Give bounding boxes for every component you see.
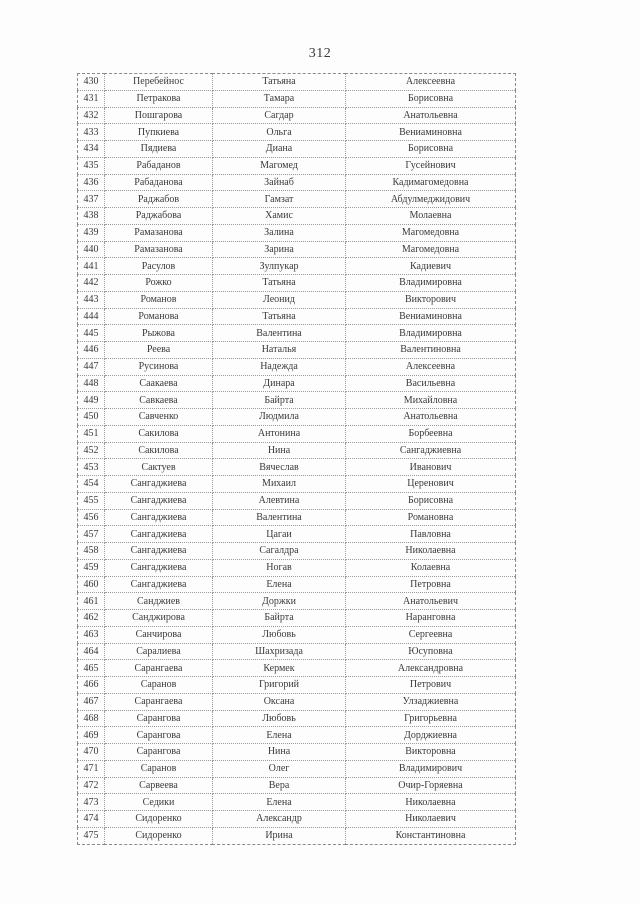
table-row (78, 74, 516, 91)
row-number-cell: 441 (78, 258, 105, 275)
patronymic-cell: Иванович (346, 459, 516, 476)
table-row (78, 492, 516, 509)
first-name-cell: Татьяна (213, 275, 346, 292)
patronymic-cell: Магомедовна (346, 224, 516, 241)
first-name-cell: Зарина (213, 241, 346, 258)
patronymic-cell: Сангаджиевна (346, 442, 516, 459)
row-number-cell: 456 (78, 509, 105, 526)
first-name-cell: Цагаи (213, 526, 346, 543)
first-name-cell: Диана (213, 141, 346, 158)
surname-cell: Сидоренко (105, 811, 213, 828)
first-name-cell: Вера (213, 777, 346, 794)
surname-cell: Сарангова (105, 744, 213, 761)
surname-cell: Расулов (105, 258, 213, 275)
table-row (78, 576, 516, 593)
patronymic-cell: Николаевич (346, 811, 516, 828)
first-name-cell: Вячеслав (213, 459, 346, 476)
first-name-cell: Татьяна (213, 74, 346, 91)
patronymic-cell: Александровна (346, 660, 516, 677)
surname-cell: Раджабова (105, 208, 213, 225)
table-row (78, 543, 516, 560)
first-name-cell: Байрта (213, 610, 346, 627)
first-name-cell: Любовь (213, 626, 346, 643)
first-name-cell: Магомед (213, 157, 346, 174)
table-row (78, 744, 516, 761)
row-number-cell: 451 (78, 425, 105, 442)
row-number-cell: 432 (78, 107, 105, 124)
surname-cell: Рабаданов (105, 157, 213, 174)
surname-cell: Сарангаева (105, 660, 213, 677)
first-name-cell: Ирина (213, 827, 346, 844)
patronymic-cell: Владимирович (346, 760, 516, 777)
surname-cell: Сарангова (105, 710, 213, 727)
table-row (78, 241, 516, 258)
first-name-cell: Байрта (213, 392, 346, 409)
table-row (78, 107, 516, 124)
first-name-cell: Доржки (213, 593, 346, 610)
patronymic-cell: Молаевна (346, 208, 516, 225)
table-row (78, 174, 516, 191)
surname-cell: Пядиева (105, 141, 213, 158)
table-row (78, 827, 516, 844)
table-row (78, 90, 516, 107)
first-name-cell: Зулпукар (213, 258, 346, 275)
patronymic-cell: Алексеевна (346, 358, 516, 375)
row-number-cell: 440 (78, 241, 105, 258)
first-name-cell: Александр (213, 811, 346, 828)
surname-cell: Рабаданова (105, 174, 213, 191)
table-row (78, 660, 516, 677)
surname-cell: Сангаджиева (105, 526, 213, 543)
row-number-cell: 436 (78, 174, 105, 191)
row-number-cell: 463 (78, 626, 105, 643)
row-number-cell: 464 (78, 643, 105, 660)
table-row (78, 275, 516, 292)
table-row (78, 777, 516, 794)
first-name-cell: Динара (213, 375, 346, 392)
patronymic-cell: Михайловна (346, 392, 516, 409)
table-row (78, 526, 516, 543)
table-row (78, 811, 516, 828)
table-row (78, 141, 516, 158)
first-name-cell: Зайнаб (213, 174, 346, 191)
surname-cell: Санджирова (105, 610, 213, 627)
table-row (78, 593, 516, 610)
surname-cell: Сарангаева (105, 693, 213, 710)
row-number-cell: 457 (78, 526, 105, 543)
row-number-cell: 468 (78, 710, 105, 727)
row-number-cell: 459 (78, 559, 105, 576)
first-name-cell: Сагдар (213, 107, 346, 124)
table-row (78, 643, 516, 660)
patronymic-cell: Николаевна (346, 794, 516, 811)
patronymic-cell: Абдулмеджидович (346, 191, 516, 208)
patronymic-cell: Вениаминовна (346, 124, 516, 141)
table-row (78, 710, 516, 727)
surname-cell: Сакилова (105, 425, 213, 442)
surname-cell: Санджиев (105, 593, 213, 610)
row-number-cell: 435 (78, 157, 105, 174)
surname-cell: Сангаджиева (105, 559, 213, 576)
table-row (78, 677, 516, 694)
surname-cell: Саранов (105, 760, 213, 777)
patronymic-cell: Анатольевна (346, 107, 516, 124)
row-number-cell: 470 (78, 744, 105, 761)
row-number-cell: 467 (78, 693, 105, 710)
patronymic-cell: Павловна (346, 526, 516, 543)
patronymic-cell: Петрович (346, 677, 516, 694)
first-name-cell: Елена (213, 794, 346, 811)
table-row (78, 509, 516, 526)
patronymic-cell: Владимировна (346, 325, 516, 342)
table-row (78, 124, 516, 141)
row-number-cell: 448 (78, 375, 105, 392)
patronymic-cell: Кадиевич (346, 258, 516, 275)
patronymic-cell: Владимировна (346, 275, 516, 292)
row-number-cell: 447 (78, 358, 105, 375)
patronymic-cell: Петровна (346, 576, 516, 593)
patronymic-cell: Улзаджиевна (346, 693, 516, 710)
surname-cell: Пупкиева (105, 124, 213, 141)
surname-cell: Сангаджиева (105, 509, 213, 526)
patronymic-cell: Викторович (346, 291, 516, 308)
first-name-cell: Валентина (213, 325, 346, 342)
surname-cell: Сарвеева (105, 777, 213, 794)
patronymic-cell: Кадимагомедовна (346, 174, 516, 191)
surname-cell: Сангаджиева (105, 576, 213, 593)
row-number-cell: 431 (78, 90, 105, 107)
table-row (78, 559, 516, 576)
surname-cell: Петракова (105, 90, 213, 107)
surname-cell: Сактуев (105, 459, 213, 476)
row-number-cell: 466 (78, 677, 105, 694)
first-name-cell: Кермек (213, 660, 346, 677)
first-name-cell: Нина (213, 442, 346, 459)
patronymic-cell: Сергеевна (346, 626, 516, 643)
patronymic-cell: Колаевна (346, 559, 516, 576)
row-number-cell: 453 (78, 459, 105, 476)
patronymic-cell: Анатольевич (346, 593, 516, 610)
table-row (78, 476, 516, 493)
surname-cell: Романова (105, 308, 213, 325)
first-name-cell: Михаил (213, 476, 346, 493)
first-name-cell: Ольга (213, 124, 346, 141)
row-number-cell: 430 (78, 74, 105, 91)
table-row (78, 358, 516, 375)
first-name-cell: Шахризада (213, 643, 346, 660)
patronymic-cell: Борисовна (346, 141, 516, 158)
surname-cell: Сидоренко (105, 827, 213, 844)
table-row (78, 308, 516, 325)
first-name-cell: Григорий (213, 677, 346, 694)
row-number-cell: 455 (78, 492, 105, 509)
table-row (78, 760, 516, 777)
row-number-cell: 471 (78, 760, 105, 777)
patronymic-cell: Викторовна (346, 744, 516, 761)
table-row (78, 342, 516, 359)
first-name-cell: Елена (213, 727, 346, 744)
first-name-cell: Тамара (213, 90, 346, 107)
surname-cell: Сарангова (105, 727, 213, 744)
surname-cell: Савкаева (105, 392, 213, 409)
patronymic-cell: Гусейнович (346, 157, 516, 174)
patronymic-cell: Николаевна (346, 543, 516, 560)
surname-cell: Савченко (105, 409, 213, 426)
row-number-cell: 452 (78, 442, 105, 459)
names-table-body (78, 74, 516, 845)
patronymic-cell: Борисовна (346, 492, 516, 509)
row-number-cell: 469 (78, 727, 105, 744)
row-number-cell: 438 (78, 208, 105, 225)
first-name-cell: Наталья (213, 342, 346, 359)
first-name-cell: Леонид (213, 291, 346, 308)
table-row (78, 208, 516, 225)
first-name-cell: Ногав (213, 559, 346, 576)
surname-cell: Рыжова (105, 325, 213, 342)
table-row (78, 425, 516, 442)
patronymic-cell: Анатольевна (346, 409, 516, 426)
surname-cell: Рамазанова (105, 224, 213, 241)
row-number-cell: 474 (78, 811, 105, 828)
table-row (78, 157, 516, 174)
patronymic-cell: Григорьевна (346, 710, 516, 727)
surname-cell: Пошгарова (105, 107, 213, 124)
first-name-cell: Надежда (213, 358, 346, 375)
patronymic-cell: Романовна (346, 509, 516, 526)
row-number-cell: 473 (78, 794, 105, 811)
table-row (78, 794, 516, 811)
row-number-cell: 449 (78, 392, 105, 409)
patronymic-cell: Церенович (346, 476, 516, 493)
row-number-cell: 433 (78, 124, 105, 141)
table-row (78, 727, 516, 744)
surname-cell: Саранов (105, 677, 213, 694)
row-number-cell: 461 (78, 593, 105, 610)
surname-cell: Русинова (105, 358, 213, 375)
patronymic-cell: Очир-Горяевна (346, 777, 516, 794)
first-name-cell: Сагалдра (213, 543, 346, 560)
row-number-cell: 444 (78, 308, 105, 325)
surname-cell: Романов (105, 291, 213, 308)
first-name-cell: Оксана (213, 693, 346, 710)
first-name-cell: Антонина (213, 425, 346, 442)
table-row (78, 325, 516, 342)
first-name-cell: Гамзат (213, 191, 346, 208)
surname-cell: Рожко (105, 275, 213, 292)
table-row (78, 459, 516, 476)
first-name-cell: Любовь (213, 710, 346, 727)
patronymic-cell: Алексеевна (346, 74, 516, 91)
patronymic-cell: Магомедовна (346, 241, 516, 258)
table-row (78, 392, 516, 409)
table-row (78, 626, 516, 643)
surname-cell: Сангаджиева (105, 476, 213, 493)
names-table (77, 73, 516, 845)
patronymic-cell: Борисовна (346, 90, 516, 107)
patronymic-cell: Вениаминовна (346, 308, 516, 325)
row-number-cell: 458 (78, 543, 105, 560)
row-number-cell: 465 (78, 660, 105, 677)
patronymic-cell: Наранговна (346, 610, 516, 627)
surname-cell: Саакаева (105, 375, 213, 392)
table-row (78, 693, 516, 710)
first-name-cell: Валентина (213, 509, 346, 526)
patronymic-cell: Константиновна (395, 830, 466, 842)
table-row (78, 409, 516, 426)
surname-cell: Реева (105, 342, 213, 359)
first-name-cell: Татьяна (213, 308, 346, 325)
first-name-cell: Залина (213, 224, 346, 241)
surname-cell: Сакилова (105, 442, 213, 459)
row-number-cell: 446 (78, 342, 105, 359)
row-number-cell: 443 (78, 291, 105, 308)
row-number-cell: 439 (78, 224, 105, 241)
table-row (78, 191, 516, 208)
table-row (78, 375, 516, 392)
surname-cell: Сангаджиева (105, 492, 213, 509)
first-name-cell: Хамис (213, 208, 346, 225)
patronymic-cell: Борбеевна (346, 425, 516, 442)
row-number-cell: 472 (78, 777, 105, 794)
table-row (78, 442, 516, 459)
patronymic-cell: Юсуповна (346, 643, 516, 660)
table-row (78, 258, 516, 275)
first-name-cell: Людмила (213, 409, 346, 426)
row-number-cell: 454 (78, 476, 105, 493)
row-number-cell: 437 (78, 191, 105, 208)
first-name-cell: Олег (213, 760, 346, 777)
surname-cell: Рамазанова (105, 241, 213, 258)
row-number-cell: 450 (78, 409, 105, 426)
patronymic-cell: Дорджиевна (346, 727, 516, 744)
row-number-cell: 434 (78, 141, 105, 158)
patronymic-cell: Валентиновна (346, 342, 516, 359)
row-number-cell: 445 (78, 325, 105, 342)
surname-cell: Седики (105, 794, 213, 811)
row-number-cell: 460 (78, 576, 105, 593)
surname-cell: Саралиева (105, 643, 213, 660)
row-number-cell: 475 (78, 827, 105, 844)
table-row (78, 291, 516, 308)
surname-cell: Сангаджиева (105, 543, 213, 560)
first-name-cell: Алевтина (213, 492, 346, 509)
table-row (78, 610, 516, 627)
row-number-cell: 462 (78, 610, 105, 627)
first-name-cell: Елена (213, 576, 346, 593)
first-name-cell: Нина (213, 744, 346, 761)
surname-cell: Раджабов (105, 191, 213, 208)
page-number: 312 (308, 46, 332, 61)
surname-cell: Санчирова (105, 626, 213, 643)
row-number-cell: 442 (78, 275, 105, 292)
table-row (78, 224, 516, 241)
patronymic-cell: Васильевна (346, 375, 516, 392)
surname-cell: Перебейнос (105, 74, 213, 91)
